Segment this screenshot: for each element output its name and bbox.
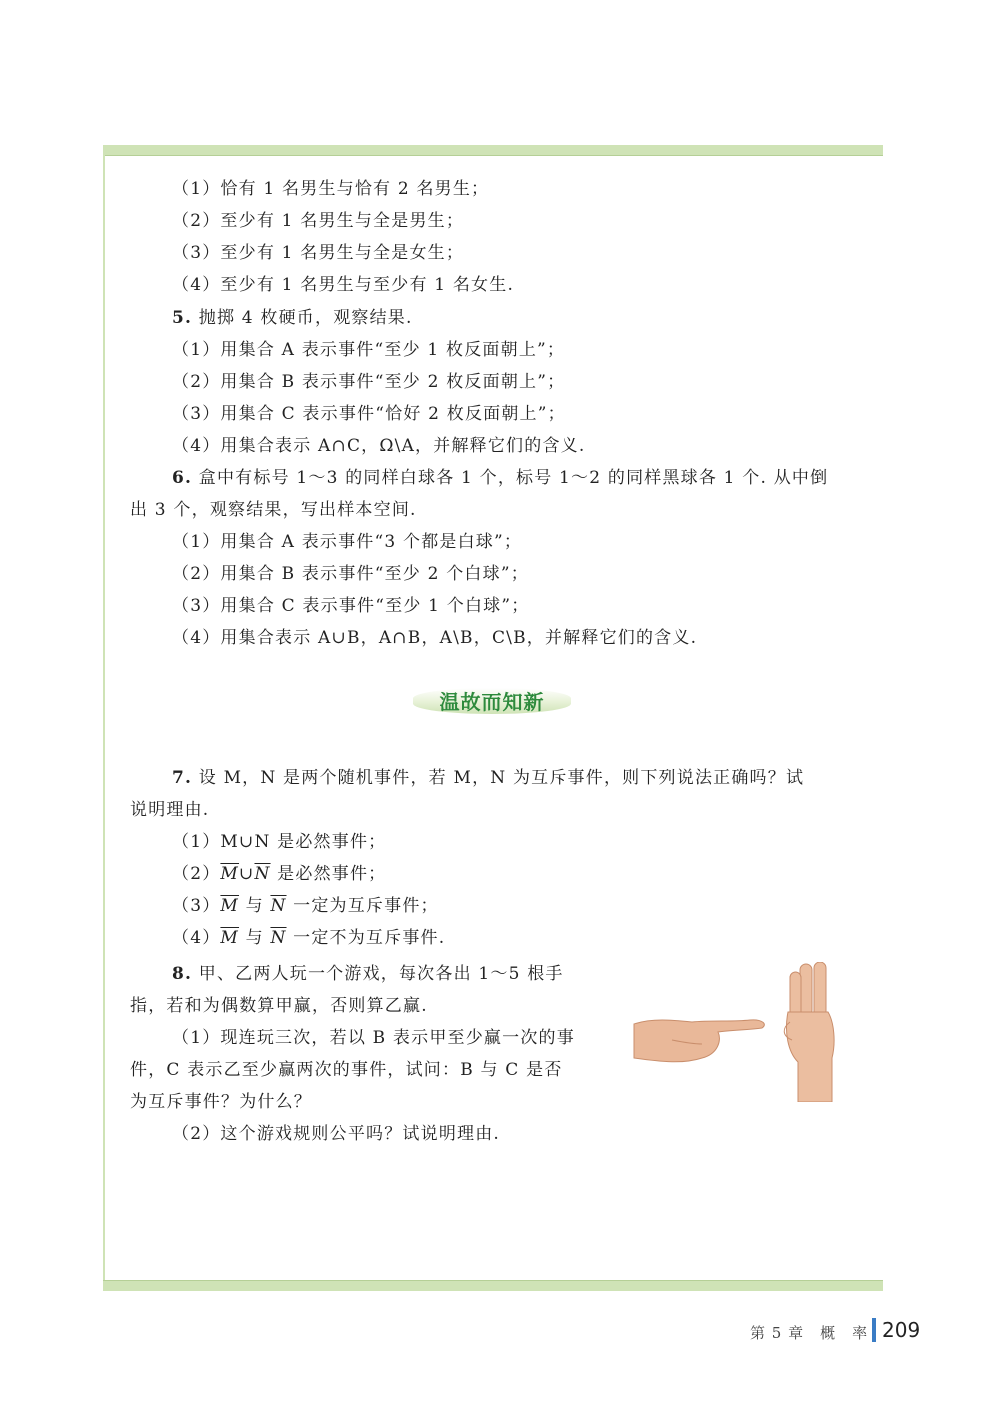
ex4-item-3: （3）至少有 1 名男生与全是女生； [172,243,465,263]
section-title: 温故而知新 [439,690,545,714]
ex5-item-4: （4）用集合表示 A∩C，Ω\A，并解释它们的含义. [172,436,586,456]
pointing-hand [634,1020,764,1062]
m-bar: $\overline{M}$ [220,864,240,884]
ex8-stem-text: 甲、乙两人玩一个游戏，每次各出 1～5 根手 [198,964,564,984]
ex7-item-4-prefix: （4） [172,928,221,948]
ex7-number: 7. [172,768,193,788]
ex7-stem-line1 [172,767,804,789]
ex7-item-1-text: M∪N 是必然事件； [220,832,387,852]
three-finger-hand [784,962,834,1102]
union-symbol: ∪ [239,864,255,884]
ex4-item-1: （1）恰有 1 名男生与恰有 2 名男生； [172,179,490,199]
left-green-bar [103,145,105,1290]
ex7-item-3-rest: 一定为互斥事件； [286,896,439,916]
ex7-item-4-mid: 与 [239,928,271,948]
ex7-stem-text: 设 M，N 是两个随机事件，若 M，N 为互斥事件，则下列说法正确吗？试 [198,768,805,788]
ex8-item-1-line1: （1）现连玩三次，若以 B 表示甲至少赢一次的事 [172,1028,575,1048]
m-bar: $\overline{M}$ [220,896,240,916]
ex7-item-3-mid: 与 [239,896,271,916]
ex5-item-1: （1）用集合 A 表示事件“至少 1 枚反面朝上”； [172,340,566,360]
ex6-stem-line2: 出 3 个，观察结果，写出样本空间. [130,500,417,520]
n-bar: $\overline{N}$ [254,864,271,884]
ex7-item-3 [172,895,439,917]
ex7-item-4-rest: 一定不为互斥事件. [286,928,446,948]
footer-separator [872,1318,876,1342]
section-banner [413,682,571,718]
ex5-stem-text: 抛掷 4 枚硬币，观察结果. [198,308,413,328]
ex7-item-2 [172,863,386,885]
n-bar: $\overline{N}$ [270,928,287,948]
top-green-bar [103,145,883,156]
ex8-stem-line2: 指，若和为偶数算甲赢，否则算乙赢. [130,996,428,1016]
ex5-item-3: （3）用集合 C 表示事件“恰好 2 枚反面朝上”； [172,404,566,424]
ex7-item-2-rest: 是必然事件； [270,864,387,884]
ex6-number: 6. [172,468,193,488]
ex5-stem [172,307,413,329]
ex7-stem-line2: 说明理由. [130,800,210,820]
hands-illustration [632,962,837,1102]
ex4-item-2: （2）至少有 1 名男生与全是男生； [172,211,465,231]
footer-chapter: 第 5 章 概 率 [750,1324,869,1342]
ex6-item-4: （4）用集合表示 A∪B，A∩B，A\B，C\B，并解释它们的含义. [172,628,698,648]
ex5-item-2: （2）用集合 B 表示事件“至少 2 枚反面朝上”； [172,372,566,392]
ex7-item-2-prefix: （2） [172,864,221,884]
ex4-item-4: （4）至少有 1 名男生与至少有 1 名女生. [172,275,515,295]
ex5-number: 5. [172,308,193,328]
m-bar: $\overline{M}$ [220,928,240,948]
ex8-item-1-line3: 为互斥事件？为什么？ [130,1092,312,1112]
ex7-item-4 [172,927,445,949]
ex6-stem-line1 [172,467,828,489]
ex8-item-2: （2）这个游戏规则公平吗？试说明理由. [172,1124,501,1144]
bottom-green-bar [103,1280,883,1291]
ex6-stem-text: 盒中有标号 1～3 的同样白球各 1 个，标号 1～2 的同样黑球各 1 个. 从中倒 [198,468,829,488]
ex6-item-3: （3）用集合 C 表示事件“至少 1 个白球”； [172,596,530,616]
page-number: 209 [882,1318,921,1342]
ex8-stem-line1 [172,963,564,985]
ex8-number: 8. [172,964,193,984]
ex7-item-1-prefix: （1） [172,832,221,852]
ex6-item-2: （2）用集合 B 表示事件“至少 2 个白球”； [172,564,529,584]
n-bar: $\overline{N}$ [270,896,287,916]
ex8-item-1-line2: 件，C 表示乙至少赢两次的事件，试问：B 与 C 是否 [130,1060,563,1080]
ex7-item-3-prefix: （3） [172,896,221,916]
ex7-item-1 [172,831,386,853]
ex6-item-1: （1）用集合 A 表示事件“3 个都是白球”； [172,532,523,552]
